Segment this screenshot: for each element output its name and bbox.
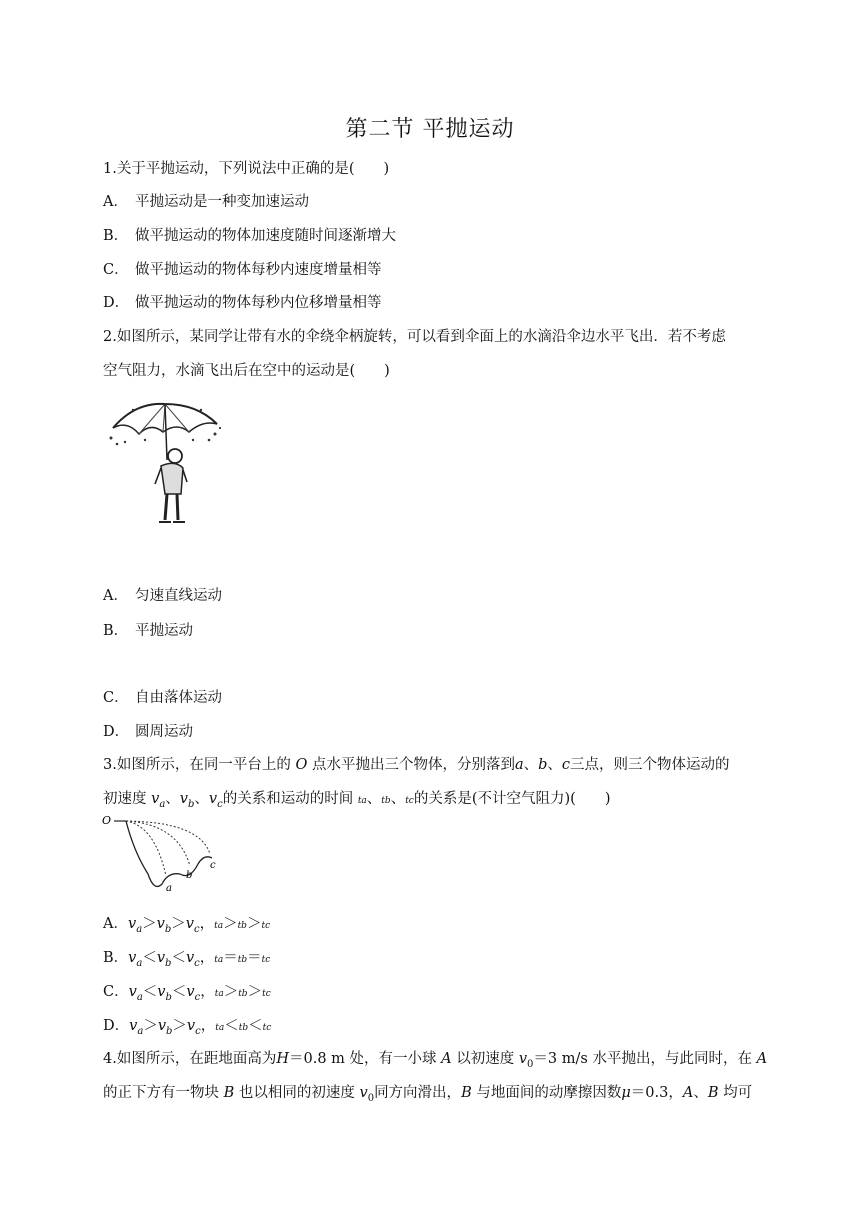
q1-option-a: A． 平抛运动是一种变加速运动 [103,194,309,210]
trajectory-figure [100,812,230,898]
q2-stem-line2: 空气阻力，水滴飞出后在空中的运动是( ) [103,363,390,379]
q1-option-b: B． 做平抛运动的物体加速度随时间逐渐增大 [103,228,396,244]
q2-option-b: B． 平抛运动 [103,623,193,639]
page-title: 第二节 平抛运动 [345,117,515,142]
q3-option-b: B．$v_a<v_b<v_c$，ta＝tb＝tc [103,950,271,969]
q2-option-d: D． 圆周运动 [103,724,193,740]
q3-option-d: D．$v_a>v_b>v_c$，ta＜tb＜tc [103,1018,272,1037]
q4-line1: 4.如图所示，在距地面高为H＝0.8 m 处，有一小球 A 以初速度 $v_0=3$ m/s 水平抛出，与此同时，在 A [103,1051,768,1070]
umbrella-figure [105,398,225,526]
q1-stem: 1.关于平抛运动，下列说法中正确的是( ) [103,161,390,177]
q2-option-a: A． 匀速直线运动 [103,588,222,604]
q1-option-c: C． 做平抛运动的物体每秒内速度增量相等 [103,262,382,278]
q2-stem-line1: 2.如图所示，某同学让带有水的伞绕伞柄旋转，可以看到伞面上的水滴沿伞边水平飞出．若不考虑 [103,329,726,345]
q4-line2: 的正下方有一物块 B 也以相同的初速度 $v_0$同方向滑出，B 与地面间的动摩擦因数μ＝0.3，A、B 均可 [103,1085,753,1104]
svg-text:b: b [186,870,193,881]
q1-option-d: D． 做平抛运动的物体每秒内位移增量相等 [103,295,382,311]
svg-text:O: O [102,814,112,827]
q3-stem-line1: 3.如图所示，在同一平台上的 O 点水平抛出三个物体，分别落到a、b、c三点，则三个物体运动的 [103,757,730,773]
q3-option-c: C．$v_a<v_b<v_c$，ta＞tb＞tc [103,984,271,1003]
svg-text:c: c [210,860,216,871]
svg-text:a: a [166,883,172,894]
q2-option-c: C． 自由落体运动 [103,690,222,706]
q3-stem-line2: 初速度 $v_a$、$v_b$、$v_c$的关系和运动的时间 ta、tb、tc的关系是(不计空气阻力)( ) [103,791,611,810]
q3-option-a: A．$v_a>v_b>v_c$，ta＞tb＞tc [103,916,271,935]
